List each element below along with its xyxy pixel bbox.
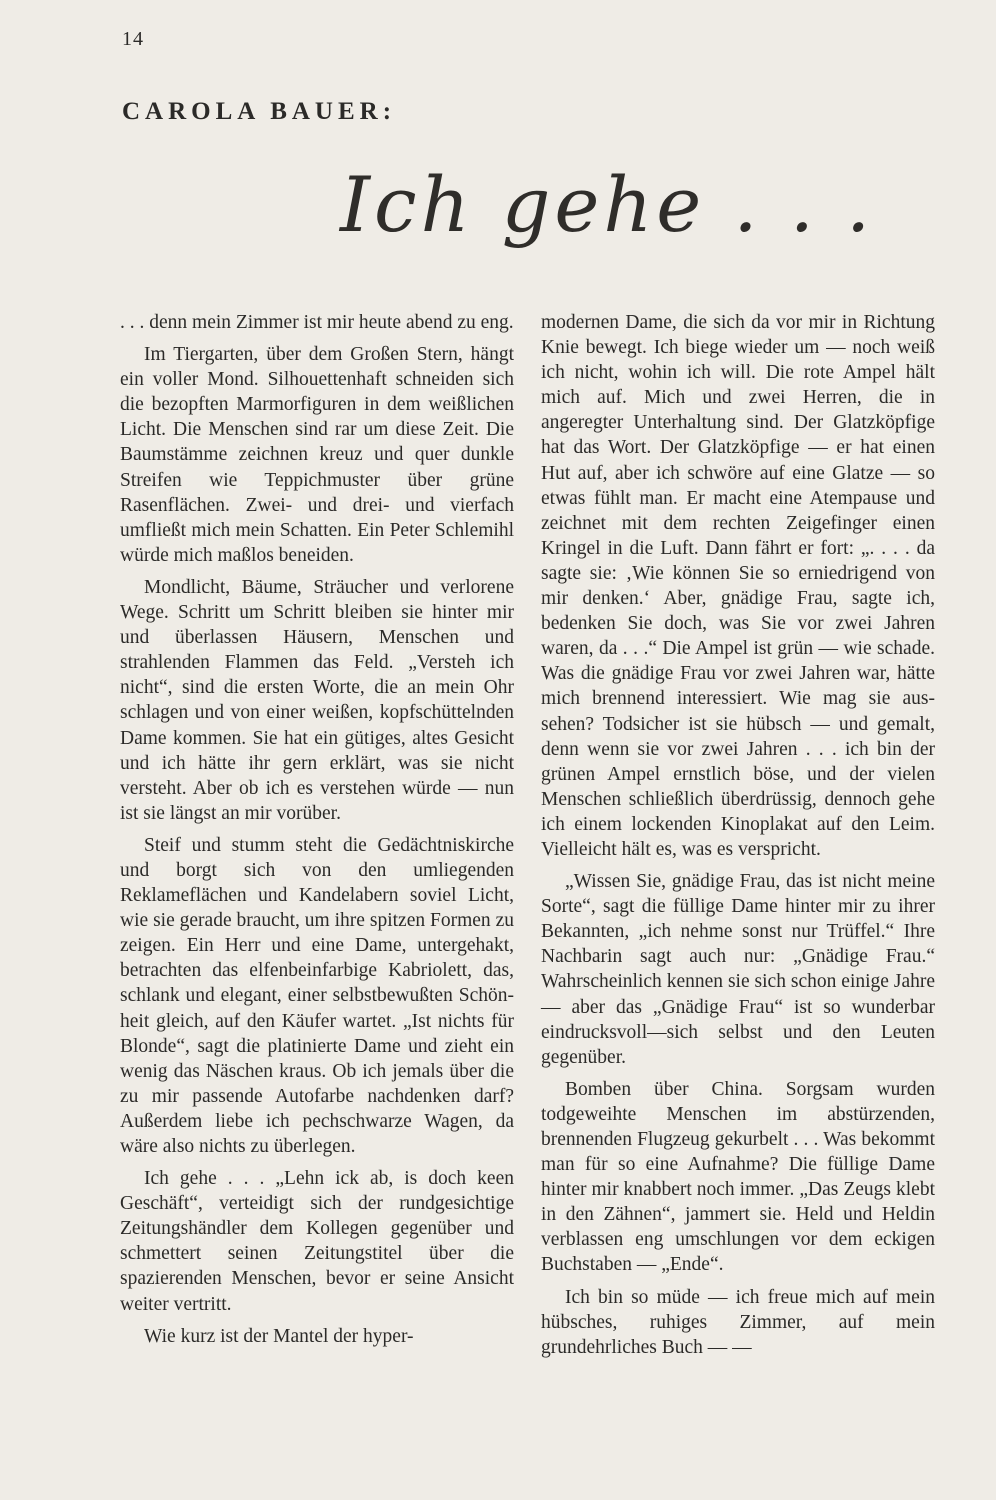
paragraph: Mondlicht, Bäume, Sträucher und verlorene Wege. Schritt um Schritt bleiben sie hinter mir und überlassen Häusern, Menschen und strahlenden Flammen das Feld. „Versteh ich nicht“, sind die ersten Worte, die an mein Ohr schlagen und von einer weißen, kopfschüttelnden Dame kommen. Sie hat ein gütiges, altes Gesicht und ich hätte ihr gern erklärt, was sie nicht versteht. Aber ob ich es verstehen würde — nun ist sie längst an mir vorüber. [120, 576, 514, 824]
article-title: Ich gehe . . . [340, 160, 875, 249]
paragraph: Steif und stumm steht die Gedächtniskirche und borgt sich von den umliegenden Reklameflächen und Kandelabern soviel Licht, wie sie gerade braucht, um ihre spitzen Formen zu zeigen. Ein Herr und eine Dame, untergehakt, betrachten das elfenbeinfarbige Kabriolett, das, schlank und elegant, einer selbstbewußten Schönheit gleich, auf den Käufer wartet. „Ist nichts für Blonde“, sagt die platinierte Dame und zieht ein wenig das Näschen kraus. Ob ich jemals über die zu mir passende Autofarbe nachdenken darf? Außerdem liebe ich pechschwarze Wagen, da wäre also nichts zu überlegen. [120, 834, 514, 1157]
paragraph: Im Tiergarten, über dem Großen Stern, hängt ein voller Mond. Silhouettenhaft schneiden sich die bezopften Marmorfiguren in dem weißlichen Licht. Die Menschen sind rar um diese Zeit. Die Baumstämme zeichnen kreuz und quer dunkle Streifen wie Teppichmuster über grüne Rasenflächen. Zwei- und drei- und vierfach umfließt mich mein Schatten. Ein Peter Schlemihl würde mich maßlos beneiden. [120, 344, 514, 566]
page-number: 14 [122, 28, 144, 50]
right-column [541, 310, 935, 1367]
author-heading: CAROLA BAUER: [122, 98, 397, 125]
paragraph: modernen Dame, die sich da vor mir in Richtung Knie bewegt. Ich biege wieder um — noch weiß ich nicht, wohin ich will. Die rote Ampel hält mich auf. Mich und zwei Herren, die in angeregter Unterhaltung sind. Der Glatzköpfige hat das Wort. Der Glatzköpfige — er hat einen Hut auf, aber ich schwöre auf eine Glatze — so etwas fühlt man. Er macht eine Atempause und zeichnet mit dem rechten Zeigefinger einen Kringel in die Luft. Dann fährt er fort: „. . . . da sagte sie: ‚Wie können Sie so erniedrigend von mir denken.‘ Aber, gnädige Frau, sagte ich, bedenken Sie doch, was Sie vor zwei Jahren waren, da . . .“ Die Ampel ist grün — wie schade. Was die gnädige Frau vor zwei Jahren war, hätte mich brennend interessiert. Wie mag sie aussehen? Todsicher ist sie hübsch — und gemalt, denn wenn sie vor zwei Jahren . . . ich bin der grünen Ampel ernstlich böse, und der vielen Menschen schließlich überdrüssig, dennoch gehe ich einem lockenden Kinoplakat auf den Leim. Vielleicht hält es, was es verspricht. [541, 312, 935, 860]
paragraph: . . . denn mein Zimmer ist mir heute abend zu eng. [120, 312, 514, 333]
paragraph: Ich gehe . . . „Lehn ick ab, is doch keen Geschäft“, verteidigt sich der rundgesichtige Zeitungshändler dem Kollegen gegenüber und schmettert seinen Zeitungstitel über die spazierenden Menschen, bevor er seine Ansicht weiter vertritt. [120, 1168, 514, 1315]
paragraph: Ich bin so müde — ich freue mich auf mein hübsches, ruhiges Zimmer, auf mein grundehrliches Buch — — [541, 1286, 935, 1358]
paragraph: Bomben über China. Sorgsam wurden todgeweihte Menschen im abstürzenden, brennenden Flugzeug gekurbelt . . . Was bekommt man für so eine Aufnahme? Die füllige Dame hinter mir knabbert noch immer. „Das Zeugs klebt in den Zähnen“, jammert sie. Held und Heldin verblassen eng umschlungen vor dem eckigen Buchstaben — „Ende“. [541, 1078, 935, 1276]
left-column [120, 310, 514, 1356]
paragraph: „Wissen Sie, gnädige Frau, das ist nicht meine Sorte“, sagt die füllige Dame hinter mir zu ihrer Bekannten, „ich nehme sonst nur Trüffel.“ Ihre Nachbarin sagt auch nur: „Gnädige Frau.“ Wahrscheinlich kennen sie sich schon einige Jahre — aber das „Gnädige Frau“ ist so wunderbar eindrucksvoll—sich selbst und den Leuten gegenüber. [541, 871, 935, 1068]
paragraph: Wie kurz ist der Mantel der hyper- [144, 1325, 414, 1347]
